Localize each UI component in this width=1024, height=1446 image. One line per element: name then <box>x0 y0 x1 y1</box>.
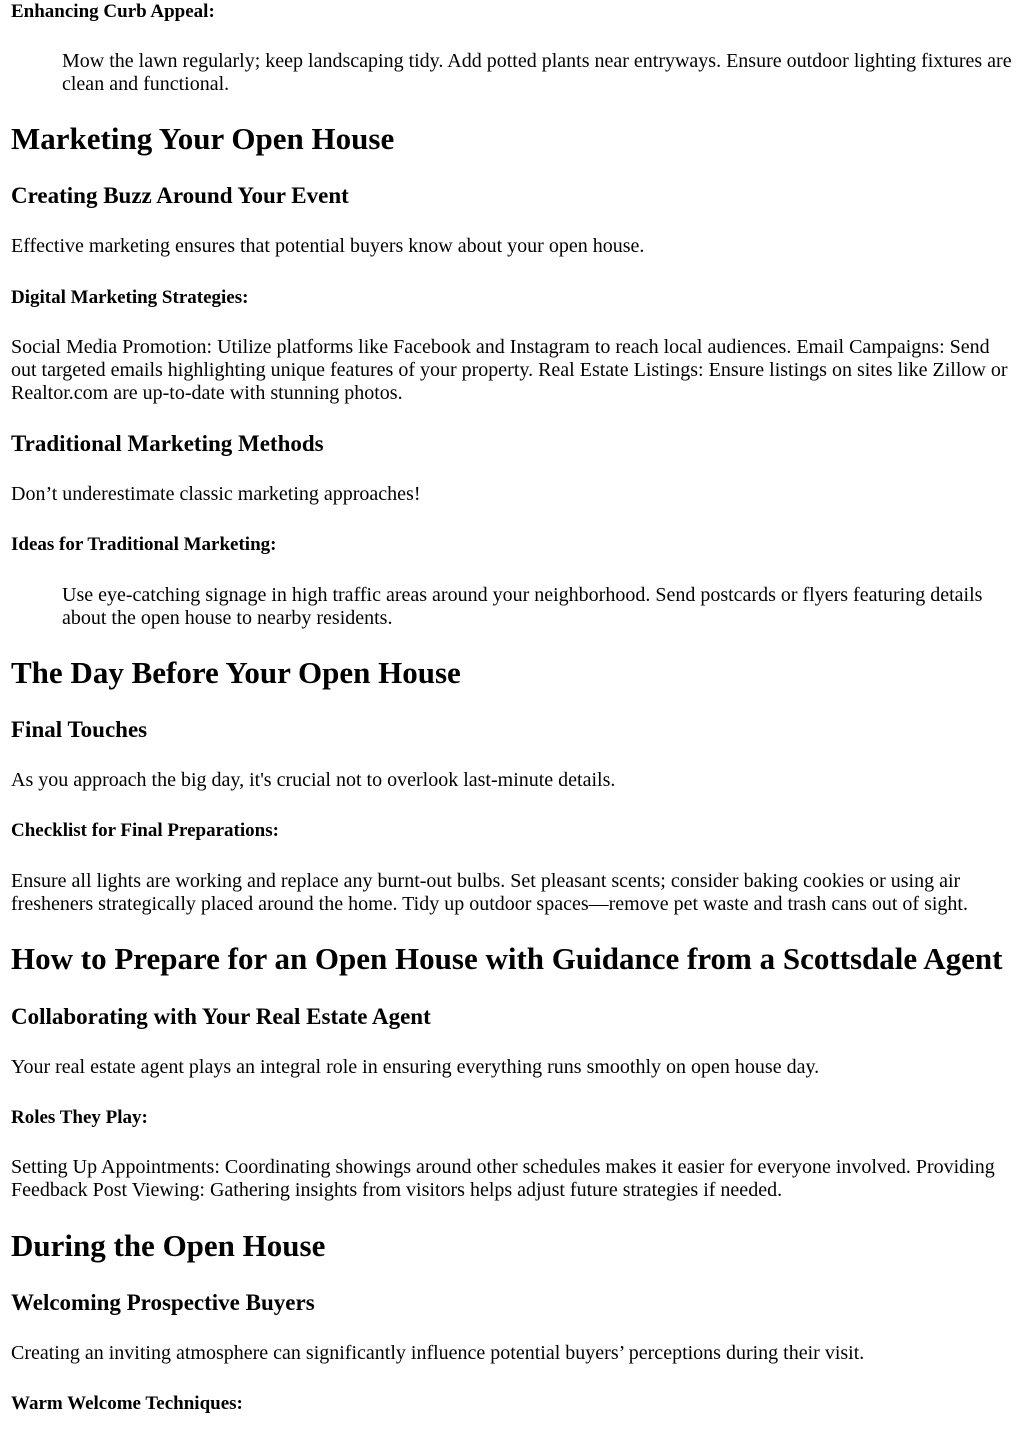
roles-text: Setting Up Appointments: Coordinating showings around other schedules makes it easier for everyone involved. Providing Feedback Post Viewing: Gathering insights from visitors helps adjust future strategies if needed. <box>11 1156 995 1201</box>
marketing-heading: Marketing Your Open House <box>11 121 395 156</box>
collaborating-heading: Collaborating with Your Real Estate Agent <box>11 1004 431 1029</box>
digital-text: Social Media Promotion: Utilize platforms like Facebook and Instagram to reach local audiences. Email Campaigns: Send out targeted emails highlighting unique features of your property. Real Estate Listings: Ensure listings on sites like Zillow or Realtor.com are up-to-date with stunning photos. <box>11 336 1008 404</box>
warm-welcome-label: Warm Welcome Techniques: <box>11 1393 243 1414</box>
day-before-heading: The Day Before Your Open House <box>11 655 461 690</box>
roles-label: Roles They Play: <box>11 1107 148 1128</box>
final-touches-heading: Final Touches <box>11 717 148 742</box>
checklist-label: Checklist for Final Preparations: <box>11 820 279 841</box>
traditional-text: Don’t underestimate classic marketing approaches! <box>11 483 421 505</box>
buzz-heading: Creating Buzz Around Your Event <box>11 183 349 208</box>
collaborating-text: Your real estate agent plays an integral role in ensuring everything runs smoothly on open house day. <box>11 1056 820 1078</box>
welcoming-heading: Welcoming Prospective Buyers <box>11 1290 315 1315</box>
traditional-label: Ideas for Traditional Marketing: <box>11 534 277 555</box>
curb-appeal-label: Enhancing Curb Appeal: <box>11 1 215 22</box>
buzz-text: Effective marketing ensures that potential buyers know about your open house. <box>11 235 645 257</box>
traditional-ideas: Use eye-catching signage in high traffic areas around your neighborhood. Send postcards or flyers featuring details about the open house to nearby residents. <box>62 584 983 629</box>
during-heading: During the Open House <box>11 1228 326 1263</box>
prepare-heading: How to Prepare for an Open House with Guidance from a Scottsdale Agent <box>11 941 1003 976</box>
checklist-text: Ensure all lights are working and replace any burnt-out bulbs. Set pleasant scents; consider baking cookies or using air fresheners strategically placed around the home. Tidy up outdoor spaces—remove pet waste and trash cans out of sight. <box>11 870 968 915</box>
welcoming-text: Creating an inviting atmosphere can significantly influence potential buyers’ perceptions during their visit. <box>11 1342 865 1364</box>
digital-label: Digital Marketing Strategies: <box>11 287 249 308</box>
final-touches-text: As you approach the big day, it's crucial not to overlook last-minute details. <box>11 769 616 791</box>
traditional-heading: Traditional Marketing Methods <box>11 431 324 456</box>
curb-appeal-text: Mow the lawn regularly; keep landscaping tidy. Add potted plants near entryways. Ensure outdoor lighting fixtures are clean and functional. <box>62 50 1012 95</box>
